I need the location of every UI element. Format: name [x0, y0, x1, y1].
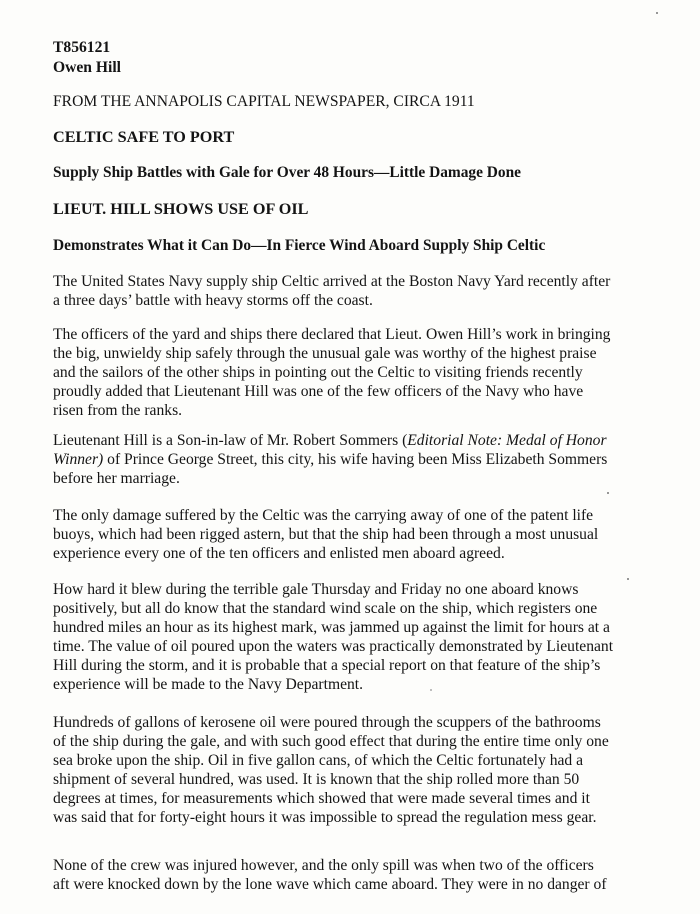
text-line: sea broke upon the ship. Oil in five gallon cans, of which the Celtic fortunately had a: [53, 752, 584, 769]
editorial-note-end: Winner): [53, 451, 104, 468]
record-id: T856121: [53, 39, 111, 56]
paragraph-damage: [53, 506, 653, 563]
text-line: before her marriage.: [53, 470, 180, 487]
text-line: and the sailors of the other ships in pointing out the Celtic to visiting friends recently: [53, 364, 583, 381]
text-line: a three days’ battle with heavy storms off the coast.: [53, 292, 373, 309]
text-line: buoys, which had been rigged astern, but that the ship had been through a most unusual: [53, 526, 599, 543]
person-name: Owen Hill: [53, 59, 122, 76]
text-line: experience every one of the ten officers and enlisted men aboard agreed.: [53, 545, 505, 562]
family-text: Lieutenant Hill is a Son-in-law of Mr. Robert Sommers (: [53, 432, 408, 449]
paragraph-praise: [53, 325, 653, 420]
text-line: risen from the ranks.: [53, 402, 183, 419]
scan-speck: [656, 12, 658, 14]
paragraph-arrival: [53, 272, 653, 310]
text-line: [53, 431, 653, 450]
headline-main: CELTIC SAFE TO PORT: [53, 128, 235, 146]
text-line: The United States Navy supply ship Celtic arrived at the Boston Navy Yard recently after: [53, 273, 611, 290]
text-line: positively, but all do know that the standard wind scale on the ship, which registers one: [53, 600, 598, 617]
text-line: experience will be made to the Navy Department.: [53, 676, 364, 693]
text-line: the big, unwieldy ship safely through the unusual gale was worthy of the highest praise: [53, 345, 597, 362]
headline-sub: Supply Ship Battles with Gale for Over 48 Hours—Little Damage Done: [53, 164, 522, 181]
text-line: degrees at times, for measurements which showed that were made several times and it: [53, 790, 590, 807]
record-reference: [53, 38, 653, 78]
paragraph-crew: [53, 856, 653, 894]
headline-second: LIEUT. HILL SHOWS USE OF OIL: [53, 200, 309, 218]
headline-second-sub: Demonstrates What it Can Do—In Fierce Wind Aboard Supply Ship Celtic: [53, 237, 546, 254]
source-line: FROM THE ANNAPOLIS CAPITAL NEWSPAPER, CIRCA 1911: [53, 93, 475, 110]
text-line: The officers of the yard and ships there declared that Lieut. Owen Hill’s work in bringing: [53, 326, 611, 343]
text-line: Hill during the storm, and it is probable that a special report on that feature of the ship’s: [53, 657, 601, 674]
text-line: The only damage suffered by the Celtic was the carrying away of one of the patent life: [53, 507, 594, 524]
scan-speck: [627, 578, 629, 580]
paragraph-gale: [53, 580, 653, 694]
text-line: aft were knocked down by the lone wave which came aboard. They were in no danger of: [53, 876, 607, 893]
text-line: proudly added that Lieutenant Hill was one of the few officers of the Navy who have: [53, 383, 584, 400]
paragraph-family: [53, 431, 653, 488]
family-text: of Prince George Street, this city, his wife having been Miss Elizabeth Sommers: [103, 451, 608, 468]
text-line: Hundreds of gallons of kerosene oil were poured through the scuppers of the bathrooms: [53, 714, 601, 731]
scan-speck: [607, 492, 609, 494]
paragraph-oil: [53, 713, 653, 827]
scan-speck: [430, 689, 432, 691]
text-line: None of the crew was injured however, and the only spill was when two of the officers: [53, 857, 594, 874]
text-line: shipment of several hundred, was used. It is known that the ship rolled more than 50: [53, 771, 580, 788]
text-line: [53, 450, 653, 469]
editorial-note: Editorial Note: Medal of Honor: [407, 432, 607, 449]
text-line: was said that for forty-eight hours it was impossible to spread the regulation mess gear.: [53, 809, 597, 826]
text-line: time. The value of oil poured upon the waters was practically demonstrated by Lieutenant: [53, 638, 614, 655]
text-line: How hard it blew during the terrible gale Thursday and Friday no one aboard knows: [53, 581, 579, 598]
text-line: hundred miles an hour as its highest mark, was jammed up against the limit for hours at a: [53, 619, 610, 636]
text-line: of the ship during the gale, and with such good effect that during the entire time only one: [53, 733, 609, 750]
